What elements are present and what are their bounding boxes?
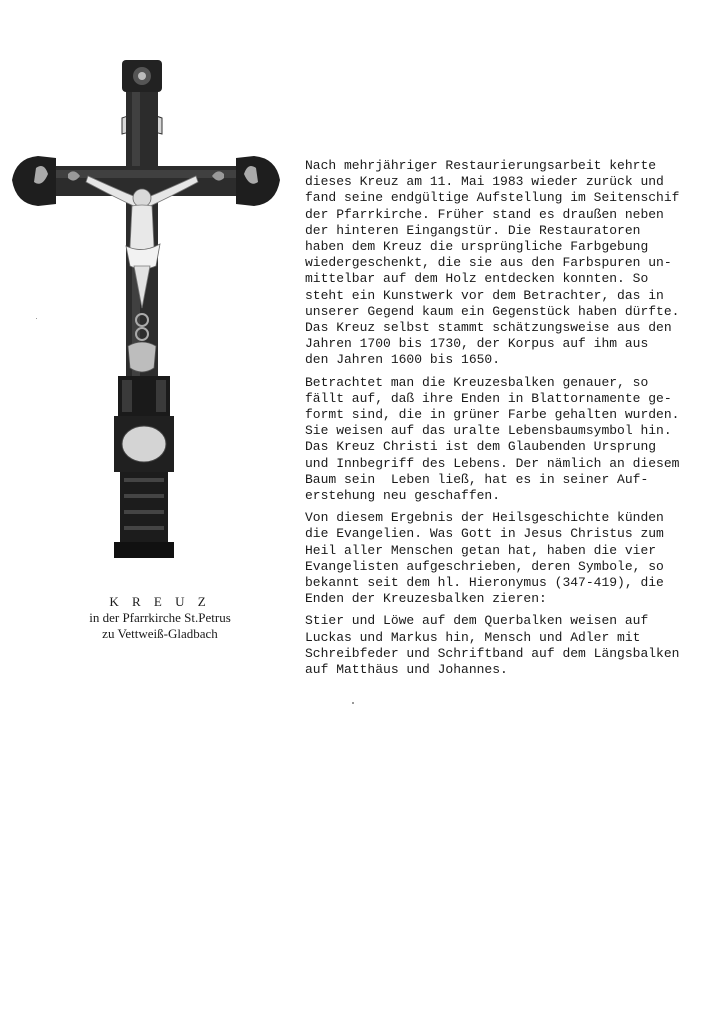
text-line: der Pfarrkirche. Früher stand es draußen neben xyxy=(305,206,664,222)
text-line: Luckas und Markus hin, Mensch und Adler mit xyxy=(305,629,641,645)
text-line: Das Kreuz Christi ist dem Glaubenden Ursprung xyxy=(305,439,657,455)
text-line: Stier und Löwe auf dem Querbalken weisen auf xyxy=(305,613,649,629)
text-line: Das Kreuz selbst stammt schätzungsweise aus den xyxy=(305,320,672,336)
text-line: unserer Gegend kaum ein Gegenstück haben dürfte. xyxy=(305,303,680,319)
text-line: Baum sein Leben ließ, hat es in seiner Auf- xyxy=(305,471,649,487)
paragraph-2 xyxy=(305,375,721,505)
text-line: Schreibfeder und Schriftband auf dem Längsbalken xyxy=(305,645,680,661)
text-line: Von diesem Ergebnis der Heilsgeschichte künden xyxy=(305,510,664,526)
text-line: mittelbar auf dem Holz entdecken konnten. So xyxy=(305,271,649,287)
text-line: Jahren 1700 bis 1730, der Korpus auf ihm aus xyxy=(305,336,649,352)
text-line: und Innbegriff des Lebens. Der nämlich an diesem xyxy=(305,455,680,471)
text-line: Evangelisten aufgeschrieben, deren Symbole, so xyxy=(305,558,664,574)
text-line: wiedergeschenkt, die sie aus den Farbspuren un- xyxy=(305,255,672,271)
text-line: Heil aller Menschen getan hat, haben die vier xyxy=(305,542,657,558)
text-line: bekannt seit dem hl. Hieronymus (347-419), die xyxy=(305,575,664,591)
text-line: erstehung neu geschaffen. xyxy=(305,488,501,504)
caption-line-3: zu Vettweiß-Gladbach xyxy=(102,626,218,641)
photo-caption xyxy=(44,594,276,642)
text-line: Sie weisen auf das uralte Lebensbaumsymbol hin. xyxy=(305,423,672,439)
paragraph-3 xyxy=(305,510,721,607)
crucifix-photo xyxy=(10,58,282,560)
caption-line-2: in der Pfarrkirche St.Petrus xyxy=(89,610,231,625)
crucifix-illustration xyxy=(10,58,282,560)
text-line: steht ein Kunstwerk vor dem Betrachter, das in xyxy=(305,287,664,303)
body-text xyxy=(305,158,721,678)
scan-speck xyxy=(352,702,354,704)
text-line: formt sind, die in grüner Farbe gehalten wurden. xyxy=(305,407,680,423)
caption-title: K R E U Z xyxy=(109,594,211,609)
text-line: fand seine endgültige Aufstellung im Seitenschif xyxy=(305,190,680,206)
text-line: den Jahren 1600 bis 1650. xyxy=(305,352,501,368)
text-line: dieses Kreuz am 11. Mai 1983 wieder zurück und xyxy=(305,174,664,190)
text-line: fällt auf, daß ihre Enden in Blattornamente ge- xyxy=(305,390,672,406)
text-line: haben dem Kreuz die ursprüngliche Farbgebung xyxy=(305,239,649,255)
paragraph-1 xyxy=(305,158,721,369)
text-line: der hinteren Eingangstür. Die Restauratoren xyxy=(305,222,641,238)
text-line: auf Matthäus und Johannes. xyxy=(305,662,508,678)
text-line: Betrachtet man die Kreuzesbalken genauer, so xyxy=(305,374,649,390)
text-line: Nach mehrjähriger Restaurierungsarbeit kehrte xyxy=(305,158,657,173)
paragraph-4 xyxy=(305,613,721,678)
text-line: die Evangelien. Was Gott in Jesus Christus zum xyxy=(305,526,664,542)
scan-speck xyxy=(36,318,37,319)
text-line: Enden der Kreuzesbalken zieren: xyxy=(305,591,547,607)
